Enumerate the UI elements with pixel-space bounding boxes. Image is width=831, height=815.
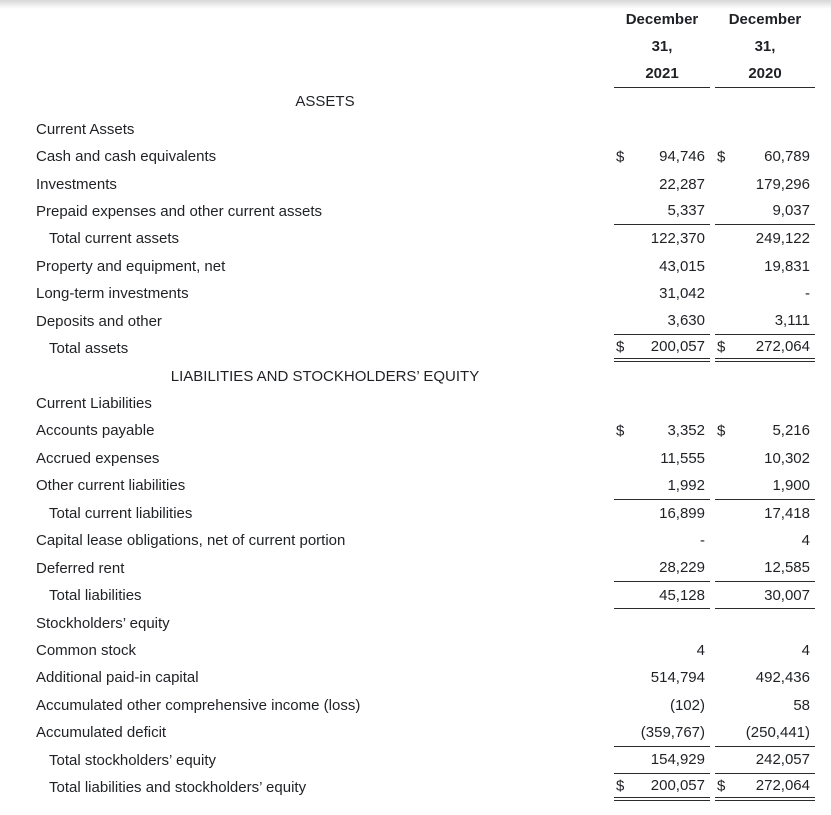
- amount: 179,296: [755, 175, 810, 193]
- amount: 43,015: [659, 257, 705, 275]
- value-2020: [715, 225, 815, 252]
- amount: 17,418: [764, 504, 810, 522]
- row-label: Accumulated other comprehensive income (loss): [36, 696, 361, 714]
- amount: (102): [669, 696, 705, 714]
- amount: 30,007: [764, 586, 810, 604]
- value-2020: [715, 417, 815, 444]
- dollar-sign: $: [717, 148, 726, 166]
- column-header-row: [36, 0, 815, 88]
- row-label: Total current liabilities: [49, 504, 193, 522]
- amount: 272,064: [755, 338, 810, 356]
- value-2020: [715, 198, 815, 225]
- value-2021: [614, 500, 710, 527]
- subtotal-row: [36, 225, 815, 252]
- row-label: Total stockholders’ equity: [49, 751, 217, 769]
- dollar-sign: $: [616, 338, 625, 356]
- balance-sheet: [36, 0, 815, 801]
- value-2021: [614, 115, 710, 142]
- value-2021: [614, 527, 710, 554]
- value-2020: [715, 637, 815, 664]
- table-row: [36, 253, 815, 280]
- value-2021: [614, 390, 710, 417]
- value-2021: [614, 445, 710, 472]
- amount: 272,064: [755, 777, 810, 795]
- amount: 12,585: [764, 559, 810, 577]
- amount: 3,352: [667, 422, 705, 440]
- amount: 31,042: [659, 285, 705, 303]
- value-2020: [715, 582, 815, 609]
- dollar-sign: $: [616, 148, 625, 166]
- table-row: [36, 417, 815, 444]
- section-header-row: [36, 362, 815, 389]
- header-line: December: [728, 11, 802, 28]
- subtotal-row: [36, 582, 815, 609]
- row-label: Total assets: [49, 340, 129, 358]
- amount: 22,287: [659, 175, 705, 193]
- value-2021: [614, 225, 710, 252]
- amount: 9,037: [772, 202, 810, 220]
- amount: 4: [696, 641, 705, 659]
- subtotal-row: [36, 500, 815, 527]
- value-2021: [614, 198, 710, 225]
- dollar-sign: $: [717, 338, 726, 356]
- table-row: [36, 637, 815, 664]
- header-line: 31,: [754, 38, 776, 55]
- amount: 249,122: [755, 230, 810, 248]
- value-2020: [715, 445, 815, 472]
- amount: 4: [801, 641, 810, 659]
- dollar-sign: $: [717, 422, 726, 440]
- row-label: Prepaid expenses and other current assets: [36, 202, 323, 220]
- header-line: 2020: [748, 65, 782, 82]
- amount: 16,899: [659, 504, 705, 522]
- value-2021: [614, 582, 710, 609]
- dollar-sign: $: [616, 422, 625, 440]
- value-2020: [715, 115, 815, 142]
- value-2020: [715, 280, 815, 307]
- value-2020: [715, 527, 815, 554]
- row-label: Long-term investments: [36, 285, 189, 303]
- section-title: LIABILITIES AND STOCKHOLDERS’ EQUITY: [170, 367, 480, 385]
- row-label: Cash and cash equivalents: [36, 148, 217, 166]
- value-2021: [614, 88, 710, 115]
- table-row: [36, 719, 815, 746]
- header-line: December: [625, 11, 699, 28]
- value-2021: [614, 143, 710, 170]
- value-2020: [715, 253, 815, 280]
- amount: 5,337: [667, 202, 705, 220]
- value-2021: [614, 170, 710, 197]
- amount: (250,441): [745, 723, 810, 741]
- value-2020: [715, 692, 815, 719]
- value-2021: [614, 280, 710, 307]
- row-label: Other current liabilities: [36, 477, 186, 495]
- amount: 4: [801, 532, 810, 550]
- value-2021: [614, 609, 710, 636]
- value-2020: [715, 774, 815, 801]
- amount: 10,302: [764, 449, 810, 467]
- value-2020: [715, 335, 815, 362]
- table-row: [36, 664, 815, 691]
- value-2020: [715, 143, 815, 170]
- amount: 3,111: [774, 312, 810, 330]
- table-row: [36, 198, 815, 225]
- value-2021: [614, 308, 710, 335]
- amount: 60,789: [764, 148, 810, 166]
- amount: 19,831: [764, 257, 810, 275]
- value-2020: [715, 390, 815, 417]
- table-row: [36, 472, 815, 499]
- total-row: [36, 335, 815, 362]
- header-spacer: [36, 6, 614, 88]
- table-row: [36, 143, 815, 170]
- table-row: [36, 280, 815, 307]
- value-2021: [614, 719, 710, 746]
- header-line: 2021: [645, 65, 679, 82]
- value-2020: [715, 88, 815, 115]
- section-header-row: [36, 88, 815, 115]
- row-label: Investments: [36, 175, 117, 193]
- value-2021: [614, 747, 710, 774]
- value-2020: [715, 554, 815, 581]
- subtotal-row: [36, 747, 815, 774]
- value-2020: [715, 719, 815, 746]
- amount: 45,128: [659, 586, 705, 604]
- amount: 492,436: [755, 669, 810, 687]
- row-label: Capital lease obligations, net of current portion: [36, 532, 346, 550]
- table-row: [36, 527, 815, 554]
- row-label: Accounts payable: [36, 422, 155, 440]
- amount: 200,057: [650, 777, 705, 795]
- value-2021: [614, 774, 710, 801]
- value-2020: [715, 362, 815, 389]
- row-label: Property and equipment, net: [36, 257, 226, 275]
- table-row: [36, 692, 815, 719]
- table-row: [36, 308, 815, 335]
- column-header-2020: [715, 6, 815, 88]
- group-title: Current Liabilities: [36, 395, 152, 413]
- row-label: Common stock: [36, 641, 137, 659]
- group-title: Stockholders’ equity: [36, 614, 170, 632]
- total-row: [36, 774, 815, 801]
- value-2021: [614, 554, 710, 581]
- group-header-row: [36, 390, 815, 417]
- amount: 242,057: [755, 751, 810, 769]
- section-title: ASSETS: [295, 93, 355, 111]
- value-2021: [614, 637, 710, 664]
- row-label: Deposits and other: [36, 312, 162, 330]
- value-2020: [715, 609, 815, 636]
- amount: 5,216: [772, 422, 810, 440]
- amount: 154,929: [650, 751, 705, 769]
- row-label: Total liabilities: [49, 587, 142, 605]
- value-2020: [715, 664, 815, 691]
- row-label: Accumulated deficit: [36, 724, 167, 742]
- value-2020: [715, 747, 815, 774]
- header-line: 31,: [651, 38, 673, 55]
- amount: 200,057: [650, 338, 705, 356]
- value-2020: [715, 500, 815, 527]
- amount: 514,794: [650, 669, 705, 687]
- column-header-2021: [614, 6, 710, 88]
- group-header-row: [36, 609, 815, 636]
- group-header-row: [36, 115, 815, 142]
- value-2021: [614, 692, 710, 719]
- amount: 28,229: [659, 559, 705, 577]
- row-label: Total liabilities and stockholders’ equity: [49, 779, 307, 797]
- value-2020: [715, 308, 815, 335]
- value-2021: [614, 472, 710, 499]
- amount: -: [700, 532, 705, 550]
- value-2020: [715, 472, 815, 499]
- amount: 1,992: [667, 476, 705, 494]
- amount: -: [805, 285, 810, 303]
- table-row: [36, 554, 815, 581]
- amount: 1,900: [772, 476, 810, 494]
- dollar-sign: $: [616, 777, 625, 795]
- row-label: Additional paid-in capital: [36, 669, 199, 687]
- row-label: Total current assets: [49, 230, 180, 248]
- dollar-sign: $: [717, 777, 726, 795]
- amount: (359,767): [640, 723, 705, 741]
- value-2021: [614, 253, 710, 280]
- table-row: [36, 170, 815, 197]
- amount: 122,370: [650, 230, 705, 248]
- value-2021: [614, 664, 710, 691]
- value-2021: [614, 335, 710, 362]
- amount: 58: [793, 696, 810, 714]
- row-label: Accrued expenses: [36, 449, 160, 467]
- value-2021: [614, 362, 710, 389]
- table-row: [36, 445, 815, 472]
- amount: 94,746: [659, 148, 705, 166]
- value-2020: [715, 170, 815, 197]
- group-title: Current Assets: [36, 120, 135, 138]
- amount: 11,555: [660, 449, 705, 467]
- value-2021: [614, 417, 710, 444]
- row-label: Deferred rent: [36, 559, 125, 577]
- amount: 3,630: [667, 312, 705, 330]
